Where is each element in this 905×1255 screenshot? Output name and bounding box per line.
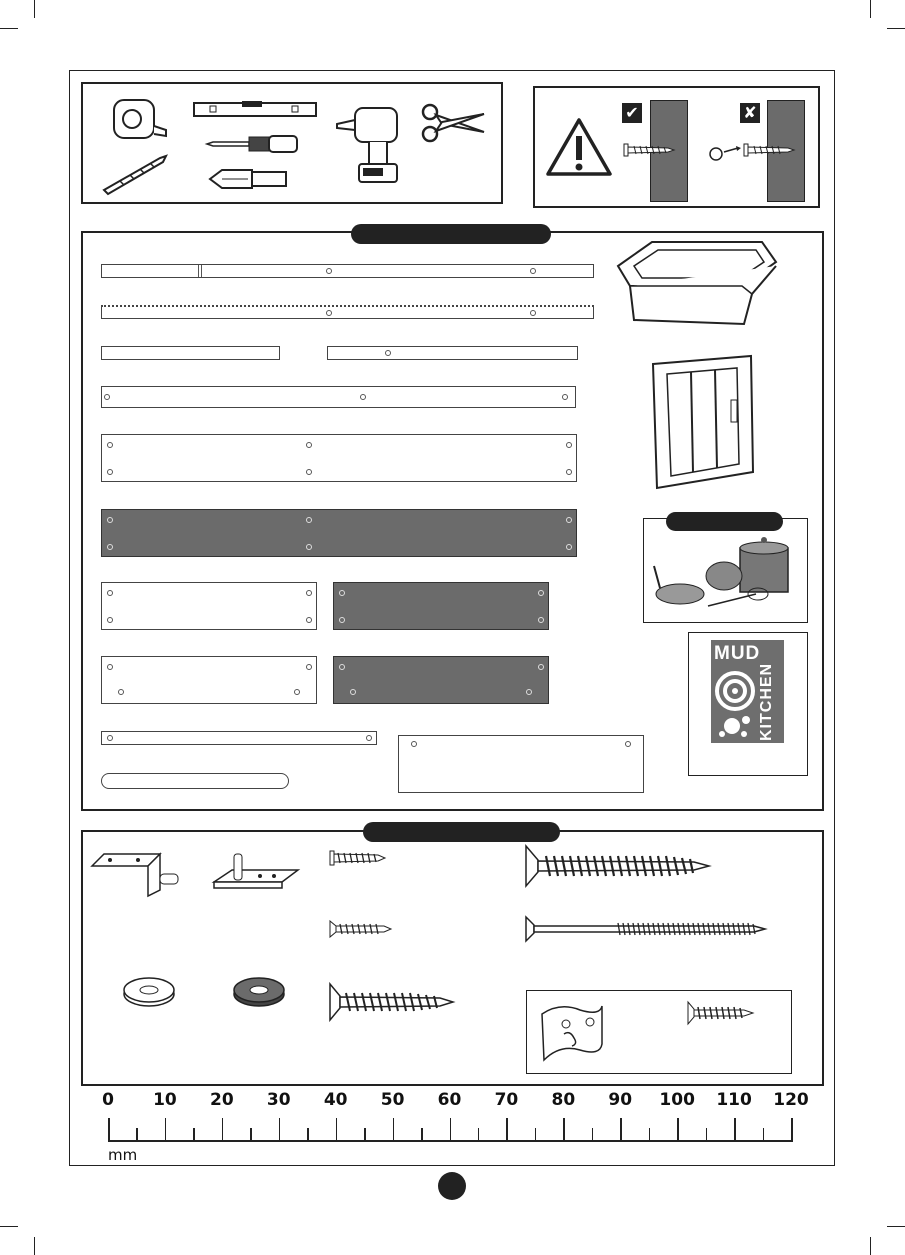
- ruler-label: 120: [773, 1090, 809, 1110]
- wrong-cross-icon: ✘: [740, 103, 760, 123]
- sink-basin-icon: [612, 236, 782, 330]
- screw-long-icon: [526, 917, 766, 941]
- hook-plate-icon: [540, 1000, 606, 1064]
- ruler-label: 110: [716, 1090, 752, 1110]
- ruler-label: 80: [551, 1090, 576, 1110]
- ruler-tick: [620, 1118, 622, 1142]
- ruler-tick: [677, 1118, 679, 1142]
- scissors-icon: [420, 102, 486, 144]
- rail-short-b: [327, 346, 578, 360]
- ruler-tick: [649, 1128, 651, 1140]
- screw-hook-icon: [688, 1002, 754, 1024]
- ruler-unit: mm: [108, 1146, 138, 1164]
- warning-triangle-icon: [544, 116, 614, 178]
- ruler-label: 100: [659, 1090, 695, 1110]
- ruler-tick: [763, 1128, 765, 1140]
- ruler-label: 40: [323, 1090, 348, 1110]
- ruler-label: 60: [437, 1090, 462, 1110]
- ruler-tick: [478, 1128, 480, 1140]
- screwdriver-icon: [205, 134, 300, 154]
- ruler-label: 20: [209, 1090, 234, 1110]
- rail-1: [101, 264, 594, 278]
- dowel-rod: [101, 773, 289, 789]
- panel-white-wide: [101, 434, 577, 482]
- parts-header-pill: [351, 224, 551, 244]
- screw-small-2-icon: [330, 919, 392, 939]
- screw-correct-icon: [624, 142, 674, 158]
- crop-mark: [887, 1226, 905, 1227]
- ruler-tick: [279, 1118, 281, 1142]
- ruler-tick: [222, 1118, 224, 1142]
- paint-splat-icon: [716, 712, 754, 740]
- crop-mark: [870, 0, 871, 18]
- sign-word-kitchen: KITCHEN: [758, 662, 775, 741]
- hardware-header-pill: [363, 822, 560, 842]
- cordless-drill-icon: [335, 100, 403, 190]
- ruler-tick: [108, 1118, 110, 1142]
- ruler-tick: [450, 1118, 452, 1142]
- correct-check-icon: ✔: [622, 103, 642, 123]
- screw-small-1-icon: [330, 849, 386, 867]
- rail-3: [101, 386, 576, 408]
- washer-grey-icon: [232, 976, 286, 1008]
- ruler-label: 30: [266, 1090, 291, 1110]
- ruler-tick: [336, 1118, 338, 1142]
- ruler-label: 70: [494, 1090, 519, 1110]
- page-number-badge: [438, 1172, 466, 1200]
- ruler-tick: [734, 1118, 736, 1142]
- crop-mark: [34, 0, 35, 18]
- crop-mark: [34, 1237, 35, 1255]
- ruler-tick: [706, 1128, 708, 1140]
- panel-white-medium-1: [101, 582, 317, 630]
- ruler-tick: [364, 1128, 366, 1140]
- ruler-tick: [165, 1118, 167, 1142]
- ruler-tick: [421, 1128, 423, 1140]
- panel-grey-medium-2: [333, 656, 549, 704]
- crop-mark: [0, 1226, 18, 1227]
- panel-grey-medium-1: [333, 582, 549, 630]
- tape-measure-icon: [110, 96, 170, 146]
- spirit-level-icon: [192, 100, 318, 120]
- ruler-tick: [791, 1118, 793, 1142]
- cookware-icon: [652, 536, 800, 616]
- ruler-label: 90: [608, 1090, 633, 1110]
- hinge-pin-plate-icon: [212, 852, 302, 898]
- drill-bit-icon: [100, 150, 170, 195]
- screw-wrong-icon: [706, 140, 796, 164]
- washer-white-icon: [122, 976, 176, 1008]
- rail-short-a: [101, 346, 280, 360]
- crop-mark: [0, 28, 18, 29]
- ruler-tick: [506, 1118, 508, 1142]
- swirl-icon: [714, 670, 756, 712]
- angle-bracket-icon: [90, 850, 182, 900]
- ruler-tick: [136, 1128, 138, 1140]
- cookware-header-pill: [666, 512, 783, 531]
- rail-2: [101, 305, 594, 319]
- rail-4: [101, 731, 377, 745]
- panel-grey-wide: [101, 509, 577, 557]
- crop-mark: [870, 1237, 871, 1255]
- screw-medium-icon: [330, 984, 454, 1020]
- sign-word-mud: MUD: [714, 643, 761, 664]
- ruler-tick: [592, 1128, 594, 1140]
- ruler-label: 0: [102, 1090, 114, 1110]
- window-door-icon: [651, 354, 755, 492]
- ruler-tick: [307, 1128, 309, 1140]
- ruler-tick: [535, 1128, 537, 1140]
- panel-shelf: [398, 735, 644, 793]
- screw-bit-icon: [208, 166, 288, 192]
- ruler-tick: [393, 1118, 395, 1142]
- crop-mark: [887, 28, 905, 29]
- ruler-label: 10: [153, 1090, 177, 1110]
- ruler-label: 50: [380, 1090, 405, 1110]
- ruler-tick: [250, 1128, 252, 1140]
- ruler-tick: [193, 1128, 195, 1140]
- panel-white-medium-2: [101, 656, 317, 704]
- ruler-tick: [563, 1118, 565, 1142]
- screw-large-icon: [526, 846, 710, 886]
